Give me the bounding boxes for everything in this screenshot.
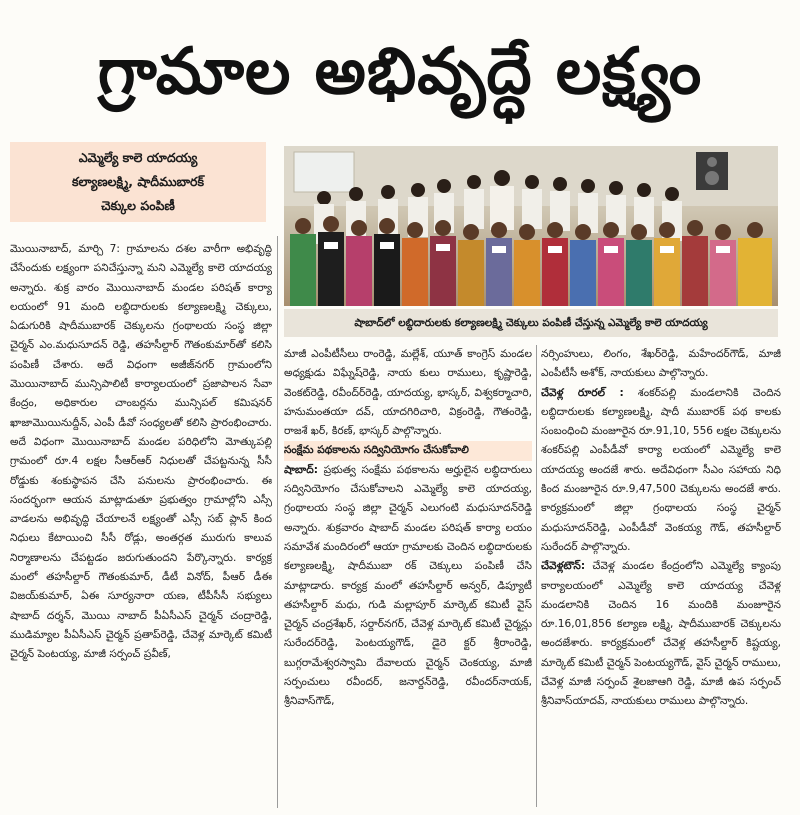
- dateline: చేవెళ్ల రూరల్ :: [541, 386, 624, 399]
- deck-line-1: ఎమ్మెల్యే కాలె యాదయ్య: [78, 150, 198, 165]
- column-divider-2: [536, 345, 537, 807]
- paragraph-body: ప్రభుత్వ సంక్షేమ పథకాలను అర్హులైన లబ్ధిదారులు సద్వినియోగం చేసుకోవాలని ఎమ్మెల్యే కాలె యాదయ్య, గ్రంథాలయ సంస్థ జిల్లా చైర్మన్ ఎలుగంటి మధుసూదన్‌రెడ్డి అన్నారు. శుక్రవారం షాబాద్ మండల పరిషత్ కార్యా లయం సమావేశ మందిరంలో ఆయా గ్రామాలకు చెందిన లబ్ధిదారులకు కల్యాణలక్ష్మి, షాదీముబా రక్ చెక్కులు పంపిణీ చేసి మాట్లాడారు. కార్యక్ర మంలో తహసీల్దార్ అన్వర్, డిప్యూటీ తహసీల్దార్ మధు, గుడి మల్లాపూర్ మార్కెట్ కమిటీ వైస్ చైర్మన్ చంద్రశేఖర్, సర్దార్‌నగర్, చేవెళ్ల మార్కెట్ కమిటీ చైర్మన్లు సురేందర్‌రెడ్డి, పెంటయ్యగౌడ్, డైరె క్టర్ శ్రీరాంరెడ్డి, బుగ్గరామేశ్వరస్వామి దేవాలయ చైర్మన్ చెంకయ్య, మాజీ సర్పంచులు రవీందర్, జనార్దన్‌రెడ్డి, రవీందర్‌నాయక్, శ్రీనివాస్‌గౌడ్,: [284, 463, 532, 708]
- deck-line-3: చెక్కుల పంపిణీ: [101, 198, 175, 213]
- paragraph-body: శంకర్‌పల్లి మండలానికి చెందిన లబ్ధిదారులకు కల్యాణలక్ష్మి, షాదీ ముబారక్ పథ కాలకు సంబంధించి మంజూరైన రూ.91,10, 556 లక్షల చెక్కులను శంకర్‌పల్లి ఎంపీడీవో కార్యా లయంలో ఎమ్మెల్యే కాలె యాదయ్య అందజే శారు. అదేవిధంగా సీఎం సహాయ నిధి కింద మంజూరైన రూ.9,47,500 చెక్కులను అందజే శారు. కార్యక్రమంలో జిల్లా గ్రంథాలయ సంస్థ చైర్మన్ మధుసూదన్‌రెడ్డి, ఎంపీడీవో వెంకయ్య గౌడ్, తహసీల్దార్ సురేందర్ పాల్గొన్నారు.: [541, 386, 781, 553]
- article-column-3: [541, 345, 781, 805]
- section-subhead: సంక్షేమ పథకాలను సద్వినియోగం చేసుకోవాలి: [284, 441, 532, 460]
- dateline: చేవెళ్లటౌన్:: [541, 560, 586, 573]
- article-column-2: [284, 345, 532, 805]
- group-photo-illustration: [284, 146, 778, 306]
- news-photo: [284, 146, 778, 306]
- article-column-1: [10, 240, 272, 806]
- deck-box: [10, 142, 266, 222]
- article-paragraph: నర్సింహులు, లింగం, శేఖర్‌రెడ్డి, మహేందర్‌గౌడ్, మాజీ ఎంపీటీసీ అశోక్, నాయకులు పాల్గొన్నారు.: [541, 348, 781, 380]
- article-paragraph: [541, 557, 781, 711]
- photo-caption: షాబాద్‌లో లబ్ధిదారులకు కల్యాణలక్ష్మి చెక్కులు పంపిణీ చేస్తున్న ఎమ్మెల్యే కాలె యాదయ్య: [284, 309, 778, 337]
- deck-line-2: కల్యాణలక్ష్మి, షాదీముబారక్: [71, 174, 204, 189]
- headline: గ్రామాల అభివృద్ధే లక్ష్యం: [97, 35, 703, 109]
- article-paragraph: మాజీ ఎంపీటీసీలు రాంరెడ్డి, మల్లేశ్, యూత్ కాంగ్రెస్ మండల అధ్యక్షుడు విఘ్నేష్‌రెడ్డి, నాయ కులు రాములు, కృష్ణారెడ్డి, వెంకట్‌రెడ్డి, రవీంద్‌ర్‌రెడ్డి, యాదయ్య, భాస్కర్, విశ్వకర్మాచారి, హనుమంతయా దవ్, యాదగిరిచారి, విక్రంరెడ్డి, గౌతంరెడ్డి, రాజశే ఖర్, కిరణ్, భాస్కర్ పాల్గొన్నారు.: [284, 348, 532, 438]
- column-divider-1: [277, 236, 278, 808]
- dateline: షాబాద్:: [284, 463, 318, 476]
- article-paragraph: [284, 461, 532, 712]
- article-paragraph: [541, 384, 781, 558]
- article-paragraph: మొయినాబాద్, మార్చి 7: గ్రామాలను దశల వారీగా అభివృద్ధి చేసేందుకు లక్ష్యంగా పనిచేస్తున్నా మని ఎమ్మెల్యే కాలె యాదయ్య అన్నారు. శుక్ర వారం మొయినాబాద్ మండల పరిషత్ కార్యా లయంలో 91 మంది లబ్ధిదారులకు కల్యాణలక్ష్మి చెక్కులు, ఏడుగురికి షాదీముబారక్ చెక్కులను గ్రంథాలయ సంస్థ జిల్లా చైర్మన్ ఎం.మధుసూదన్ రెడ్డి, తహసీల్దార్ గౌతంకుమార్‌తో కలిసి పంపిణీ చేశారు. అదే విధంగా అజీజ్‌నగర్ గ్రామంలోని మొయినాబాద్ మున్సిపాలిటీ కార్యాలయంలో ప్రజాపాలన సేవా కేంద్రం, అధికారుల చాంబర్లను మున్సిపల్ కమిషనర్ ఖాజామొయినుద్దీన్, ఎంపీ డీవో సంధ్యలతో కలిసి ప్రారంభించారు. అదే విధంగా మొయినాబాద్ మండల పరిధిలోని మోత్కుపల్లి గ్రామంలో రూ.4 లక్షల సీఆర్ఆర్ నిధులతో చేపట్టనున్న సీసీ రోడ్డుకు శంకుస్థాపన చేసి పనులను ప్రారంభించారు. ఈ సందర్భంగా ఆయన మాట్లాడుతూ ప్రభుత్వం గ్రామాల్లోని ఎస్సీ వాడలను అభివృద్ధి చేయాలనే లక్ష్యంతో ఎస్సీ సబ్ ప్లాన్ కింద నిధులు కేటాయించి సీసీ రోడ్లు, అంతర్గత మురుగు కాలువ నిర్మాణాలను చేపట్టడం జరుగుతుందని పేర్కొన్నారు. కార్యక్ర మంలో తహసీల్దార్ గౌతంకుమార్, డీటీ వినోద్, పీఆర్ డీఈ విజయ్‌కుమార్, ఏఈ సూర్యనారా యణ, టీపీసీసీ సభ్యులు షాబాద్ దర్శన్, మొయి నాబాద్ పీఏసీఎస్ చైర్మన్ చంద్రారెడ్డి, ముడిమ్యాల పీఏసీఎస్ చైర్మన్ ప్రతాప్‌రెడ్డి, చేవెళ్ల మార్కెట్ కమిటీ చైర్మన్ పెంటయ్య, మాజీ సర్పంచ్ ప్రవీణ్,: [10, 243, 272, 661]
- paragraph-body: చేవెళ్ల మండల కేంద్రంలోని ఎమ్మెల్యే క్యాంపు కార్యాలయంలో ఎమ్మెల్యే కాలె యాదయ్య చేవెళ్ల మండలానికి చెందిన 16 మందికి మంజూరైన రూ.16,01,856 కల్యాణ లక్ష్మి, షాదీముబారక్ చెక్కులను అందజేశారు. కార్యక్రమంలో చేవెళ్ల తహసీల్దార్ కిష్టయ్య, మార్కెట్ కమిటీ చైర్మన్ పెంటయ్యగౌడ్, వైస్ చైర్మన్ రాములు, చేవెళ్ల మాజీ సర్పంచ్ శైలజాఆగి రెడ్డి, మాజీ ఉప సర్పంచ్ శ్రీనివాస్‌యాదవ్, నాయకులు రాములు పాల్గొన్నారు.: [541, 560, 781, 708]
